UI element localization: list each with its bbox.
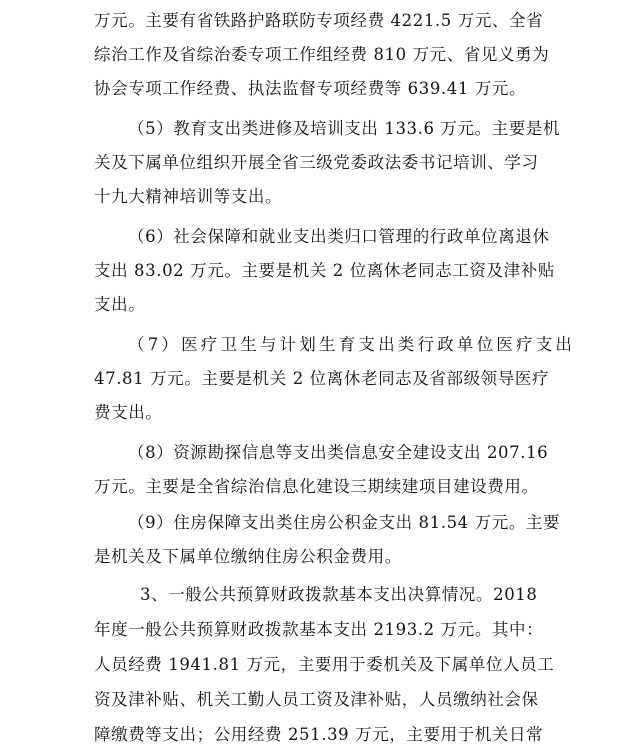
- text-line: 是机关及下属单位缴纳住房公积金费用。: [94, 547, 402, 566]
- text-line: 十九大精神培训等支出。: [94, 187, 283, 206]
- text-line: （6）社会保障和就业支出类归口管理的行政单位离退休: [128, 227, 550, 246]
- text-line: 人员经费 1941.81 万元，主要用于委机关及下属单位人员工: [94, 655, 555, 674]
- text-line: 障缴费等支出；公用经费 251.39 万元，主要用于机关日常: [94, 725, 544, 744]
- text-line: 支出 83.02 万元。主要是机关 2 位离休老同志工资及津补贴: [94, 261, 555, 280]
- text-line: 综治工作及省综治委专项工作组经费 810 万元、省见义勇为: [94, 45, 550, 64]
- text-line: （7）医疗卫生与计划生育支出类行政单位医疗支出: [128, 335, 576, 354]
- text-line: 协会专项工作经费、执法监督专项经费等 639.41 万元。: [94, 79, 527, 98]
- text-line: 资及津补贴、机关工勤人员工资及津补贴，人员缴纳社会保: [94, 690, 539, 709]
- text-line: 万元。主要是全省综治信息化建设三期续建项目建设费用。: [94, 477, 539, 496]
- text-line: （8）资源勘探信息等支出类信息安全建设支出 207.16: [128, 443, 549, 462]
- text-line: 万元。主要有省铁路护路联防专项经费 4221.5 万元、全省: [94, 11, 544, 30]
- text-line: 支出。: [94, 295, 146, 314]
- text-line: 47.81 万元。主要是机关 2 位离休老同志及省部级领导医疗: [94, 369, 550, 388]
- text-line: （9）住房保障支出类住房公积金支出 81.54 万元。主要: [128, 513, 561, 532]
- text-line: 关及下属单位组织开展全省三级党委政法委书记培训、学习: [94, 153, 539, 172]
- text-line: （5）教育支出类进修及培训支出 133.6 万元。主要是机: [128, 119, 561, 138]
- text-line: 3、一般公共预算财政拨款基本支出决算情况。2018: [140, 585, 538, 604]
- text-line: 年度一般公共预算财政拨款基本支出 2193.2 万元。其中：: [94, 620, 544, 639]
- text-line: 费支出。: [94, 403, 163, 422]
